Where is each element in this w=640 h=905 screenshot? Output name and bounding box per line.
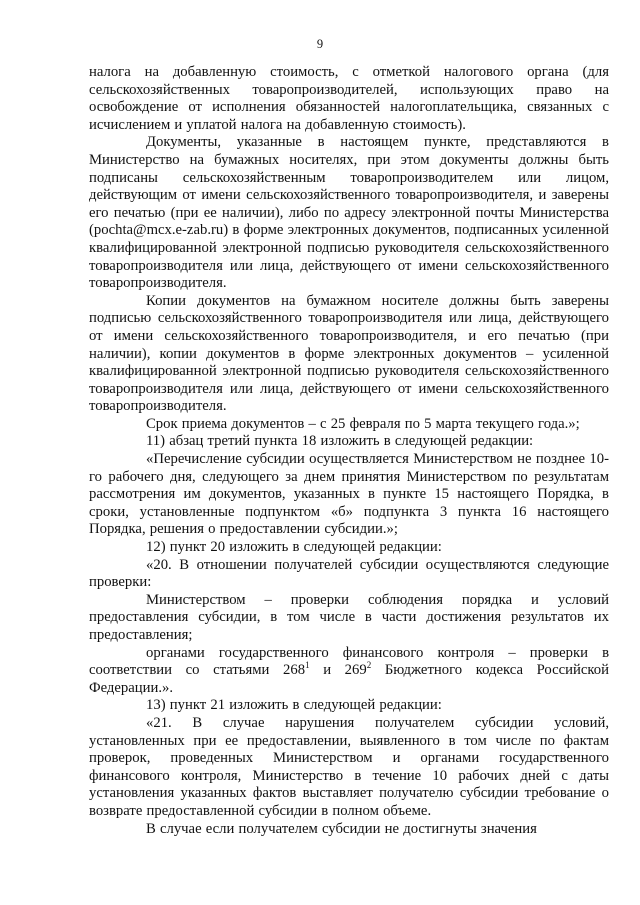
paragraph: Копии документов на бумажном носителе должны быть заверены подписью сельскохозяйственного товаропроизводителя или лица, действующего от имени сельскохозяйственного товаропроизводителя, и его печатью (при наличии), копии документов в форме электронных документов – усиленной квалифицированной электронной подписью руководителя сельскохозяйственного товаропроизводителя или лица, действующего от имени сельскохозяйственного товаропроизводителя.: [89, 292, 609, 415]
paragraph: налога на добавленную стоимость, с отметкой налогового органа (для сельскохозяйственных товаропроизводителей, использующих право на освобождение от исполнения обязанностей налогоплательщика, связанных с исчислением и уплатой налога на добавленную стоимость).: [89, 64, 609, 133]
paragraph: 11) абзац третий пункта 18 изложить в следующей редакции:: [146, 433, 534, 450]
paragraph: 13) пункт 21 изложить в следующей редакции:: [146, 697, 442, 714]
document-body: [89, 64, 609, 838]
paragraph: В случае если получателем субсидии не достигнуты значения: [146, 820, 537, 837]
paragraph-text: и 269: [309, 662, 367, 679]
paragraph-text: Бюджетного кодекса Российской Федерации.».: [89, 662, 610, 696]
superscript: 2: [366, 660, 372, 671]
paragraph-text: органами государственного финансового контроля – проверки в соответствии со статьями 268: [89, 644, 609, 679]
paragraph: «20. В отношении получателей субсидии осуществляются следующие проверки:: [89, 556, 609, 591]
paragraph: Срок приема документов – с 25 февраля по 5 марта текущего года.»;: [146, 415, 580, 432]
page-number: 9: [316, 37, 324, 51]
paragraph: «Перечисление субсидии осуществляется Министерством не позднее 10-го рабочего дня, следующего за днем принятия Министерством по результатам рассмотрения им документов, указанных в пункте 15 настоящего Порядка, в сроки, установленные подпунктом «б» подпункта 3 пункта 16 настоящего Порядка, решения о предоставлении субсидии.»;: [89, 451, 609, 538]
paragraph: 12) пункт 20 изложить в следующей редакции:: [146, 539, 442, 556]
paragraph: Документы, указанные в настоящем пункте, представляются в Министерство на бумажных носителях, при этом документы должны быть подписаны сельскохозяйственным товаропроизводителем или лицом, действующим от имени сельскохозяйственного товаропроизводителя, и заверены его печатью (при ее наличии), либо по адресу электронной почты Министерства (pochta@mcx.e-zab.ru) в форме электронных документов, подписанных усиленной квалифицированной электронной подписью руководителя сельскохозяйственного товаропроизводителя или лица, действующего от имени сельскохозяйственного товаропроизводителя.: [89, 134, 609, 292]
paragraph: «21. В случае нарушения получателем субсидии условий, установленных при ее предоставлении, выявленного в том числе по фактам проверок, проведенных Министерством и органами государственного финансового контроля, Министерство в течение 10 рабочих дней с даты установления указанных фактов выставляет получателю субсидии требование о возврате предоставленной субсидии в полном объеме.: [89, 714, 609, 819]
paragraph: Министерством – проверки соблюдения порядка и условий предоставления субсидии, в том числе в части достижения результатов их предоставления;: [89, 591, 609, 643]
superscript: 1: [305, 660, 310, 671]
paragraph: [89, 645, 609, 698]
